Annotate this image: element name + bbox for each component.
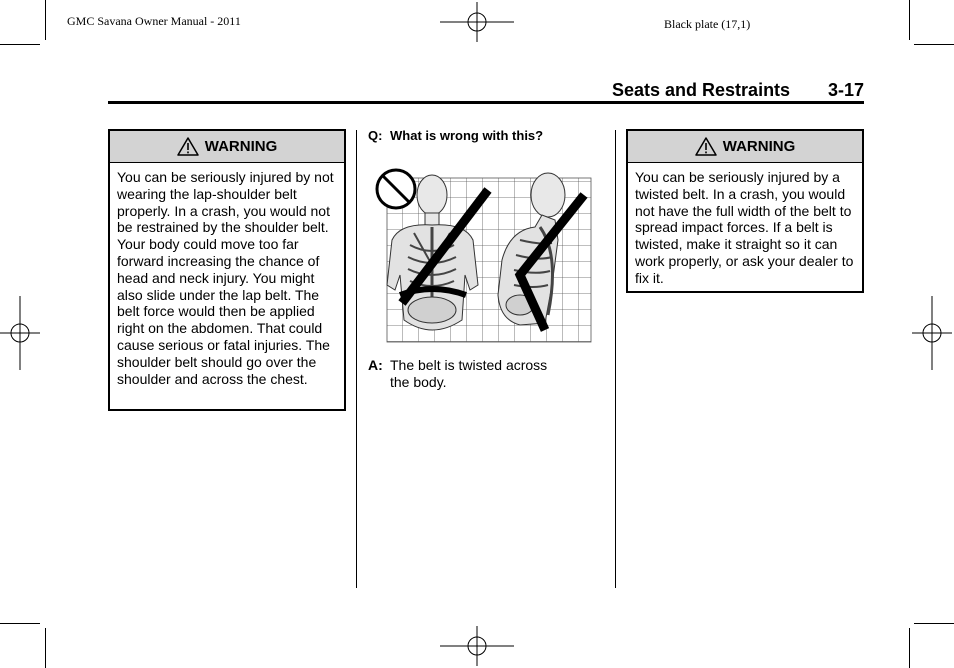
warning-text: You can be seriously injured by a twisted belt. In a crash, you would not have the full width of the belt to spread impact forces. If a belt is twisted, make it straight so it can work properly, or ask your dealer to fix it. [635,169,854,286]
registration-mark-icon [0,296,40,370]
crop-mark [914,44,954,45]
registration-mark-icon [440,2,514,42]
crop-mark [0,44,40,45]
column-divider [615,130,616,588]
crop-mark [45,628,46,668]
answer-label: A: [368,357,383,373]
manual-title: GMC Savana Owner Manual - 2011 [67,14,241,28]
prohibited-icon [377,170,415,208]
column-divider [356,130,357,588]
crop-mark [909,0,910,40]
warning-triangle-icon [695,137,717,156]
warning-header [628,131,862,163]
plate-label: Black plate (17,1) [664,17,751,31]
warning-header [110,131,344,163]
warning-triangle-icon [177,137,199,156]
section-title: Seats and Restraints [612,80,791,100]
page-number: 3-17 [828,80,865,100]
warning-text: You can be seriously injured by not wearing the lap-shoulder belt properly. In a crash, you would not be restrained by the shoulder belt. Your body could move too far forward increasing the chance of head and neck injury. You might also slide under the lap belt. The belt force would then be applied right on the abdomen. That could cause serious or fatal injuries. The shoulder belt should go over the shoulder and across the chest. [117,169,334,387]
warning-box-right [626,129,864,293]
crop-mark [914,623,954,624]
twisted-belt-illustration [370,165,594,345]
registration-mark-icon [440,626,514,666]
question-text: What is wrong with this? [390,128,544,143]
warning-box-left [108,129,346,411]
registration-mark-icon [912,296,952,370]
crop-mark [909,628,910,668]
question-label: Q: [368,128,383,143]
header-rule [108,101,864,104]
crop-mark [45,0,46,40]
warning-title: WARNING [722,138,796,155]
warning-title: WARNING [204,138,278,155]
answer-text: The belt is twisted across the body. [390,357,548,390]
crop-mark [0,623,40,624]
